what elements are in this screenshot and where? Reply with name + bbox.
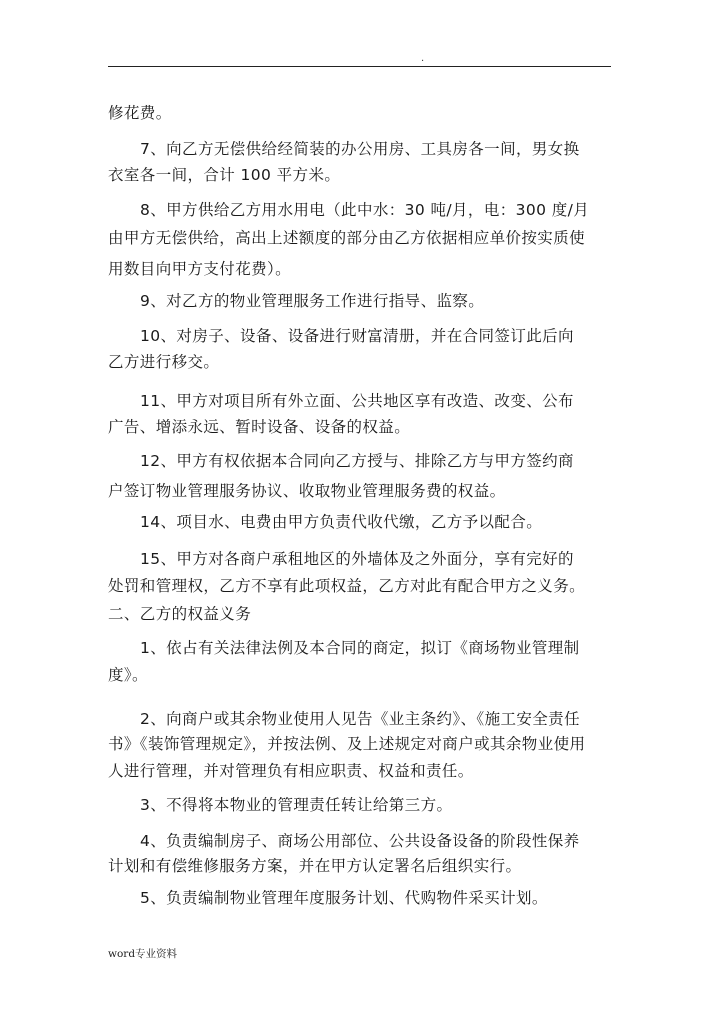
text-line: 度》。	[108, 666, 148, 684]
text-line: 7、向乙方无偿供给经简装的办公用房、工具房各一间，男女换	[140, 140, 580, 158]
text-line: 由甲方无偿供给，高出上述额度的部分由乙方依据相应单价按实质使	[108, 229, 586, 247]
text-line: 书》《装饰管理规定》，并按法例、及上述规定对商户或其余物业使用	[108, 735, 586, 753]
text-line: 3、不得将本物业的管理责任转让给第三方。	[140, 796, 453, 814]
text-line: 处罚和管理权，乙方不享有此项权益，乙方对此有配合甲方之义务。	[108, 577, 586, 595]
footer-label: word专业资料	[108, 948, 178, 960]
text-line: 2、向商户或其余物业使用人见告《业主条约》、《施工安全责任	[140, 710, 580, 728]
text-line: 15、甲方对各商户承租地区的外墙体及之外面分，享有完好的	[140, 550, 574, 568]
text-line: 人进行管理，并对管理负有相应职责、权益和责任。	[108, 762, 474, 780]
text-line: 12、甲方有权依据本合同向乙方授与、排除乙方与甲方签约商	[140, 452, 574, 470]
text-line: 5、负责编制物业管理年度服务计划、代购物件采买计划。	[140, 889, 548, 907]
header-dot: .	[421, 53, 425, 64]
section-heading: 二、乙方的权益义务	[108, 605, 252, 623]
header-rule	[108, 66, 611, 67]
text-line: 衣室各一间，合计 100 平方米。	[108, 166, 341, 184]
text-line: 修花费。	[108, 104, 172, 122]
text-line: 用数目向甲方支付花费）。	[108, 260, 292, 278]
text-line: 1、依占有关法律法例及本合同的商定，拟订《商场物业管理制	[140, 639, 580, 657]
text-line: 11、甲方对项目所有外立面、公共地区享有改造、改变、公布	[140, 392, 574, 410]
text-line: 4、负责编制房子、商场公用部位、公共设备设备的阶段性保养	[140, 832, 580, 850]
text-line: 户签订物业管理服务协议、收取物业管理服务费的权益。	[108, 482, 506, 500]
text-line: 14、项目水、电费由甲方负责代收代缴，乙方予以配合。	[140, 513, 543, 531]
text-line: 乙方进行移交。	[108, 353, 220, 371]
text-line: 10、对房子、设备、设备进行财富清册，并在合同签订此后向	[140, 327, 574, 345]
text-line: 9、对乙方的物业管理服务工作进行指导、监察。	[140, 292, 485, 310]
text-line: 广告、增添永远、暂时设备、设备的权益。	[108, 418, 411, 436]
text-line: 8、甲方供给乙方用水用电（此中水：30 吨/月，电：300 度/月	[140, 201, 590, 219]
text-line: 计划和有偿维修服务方案，并在甲方认定署名后组织实行。	[108, 857, 522, 875]
